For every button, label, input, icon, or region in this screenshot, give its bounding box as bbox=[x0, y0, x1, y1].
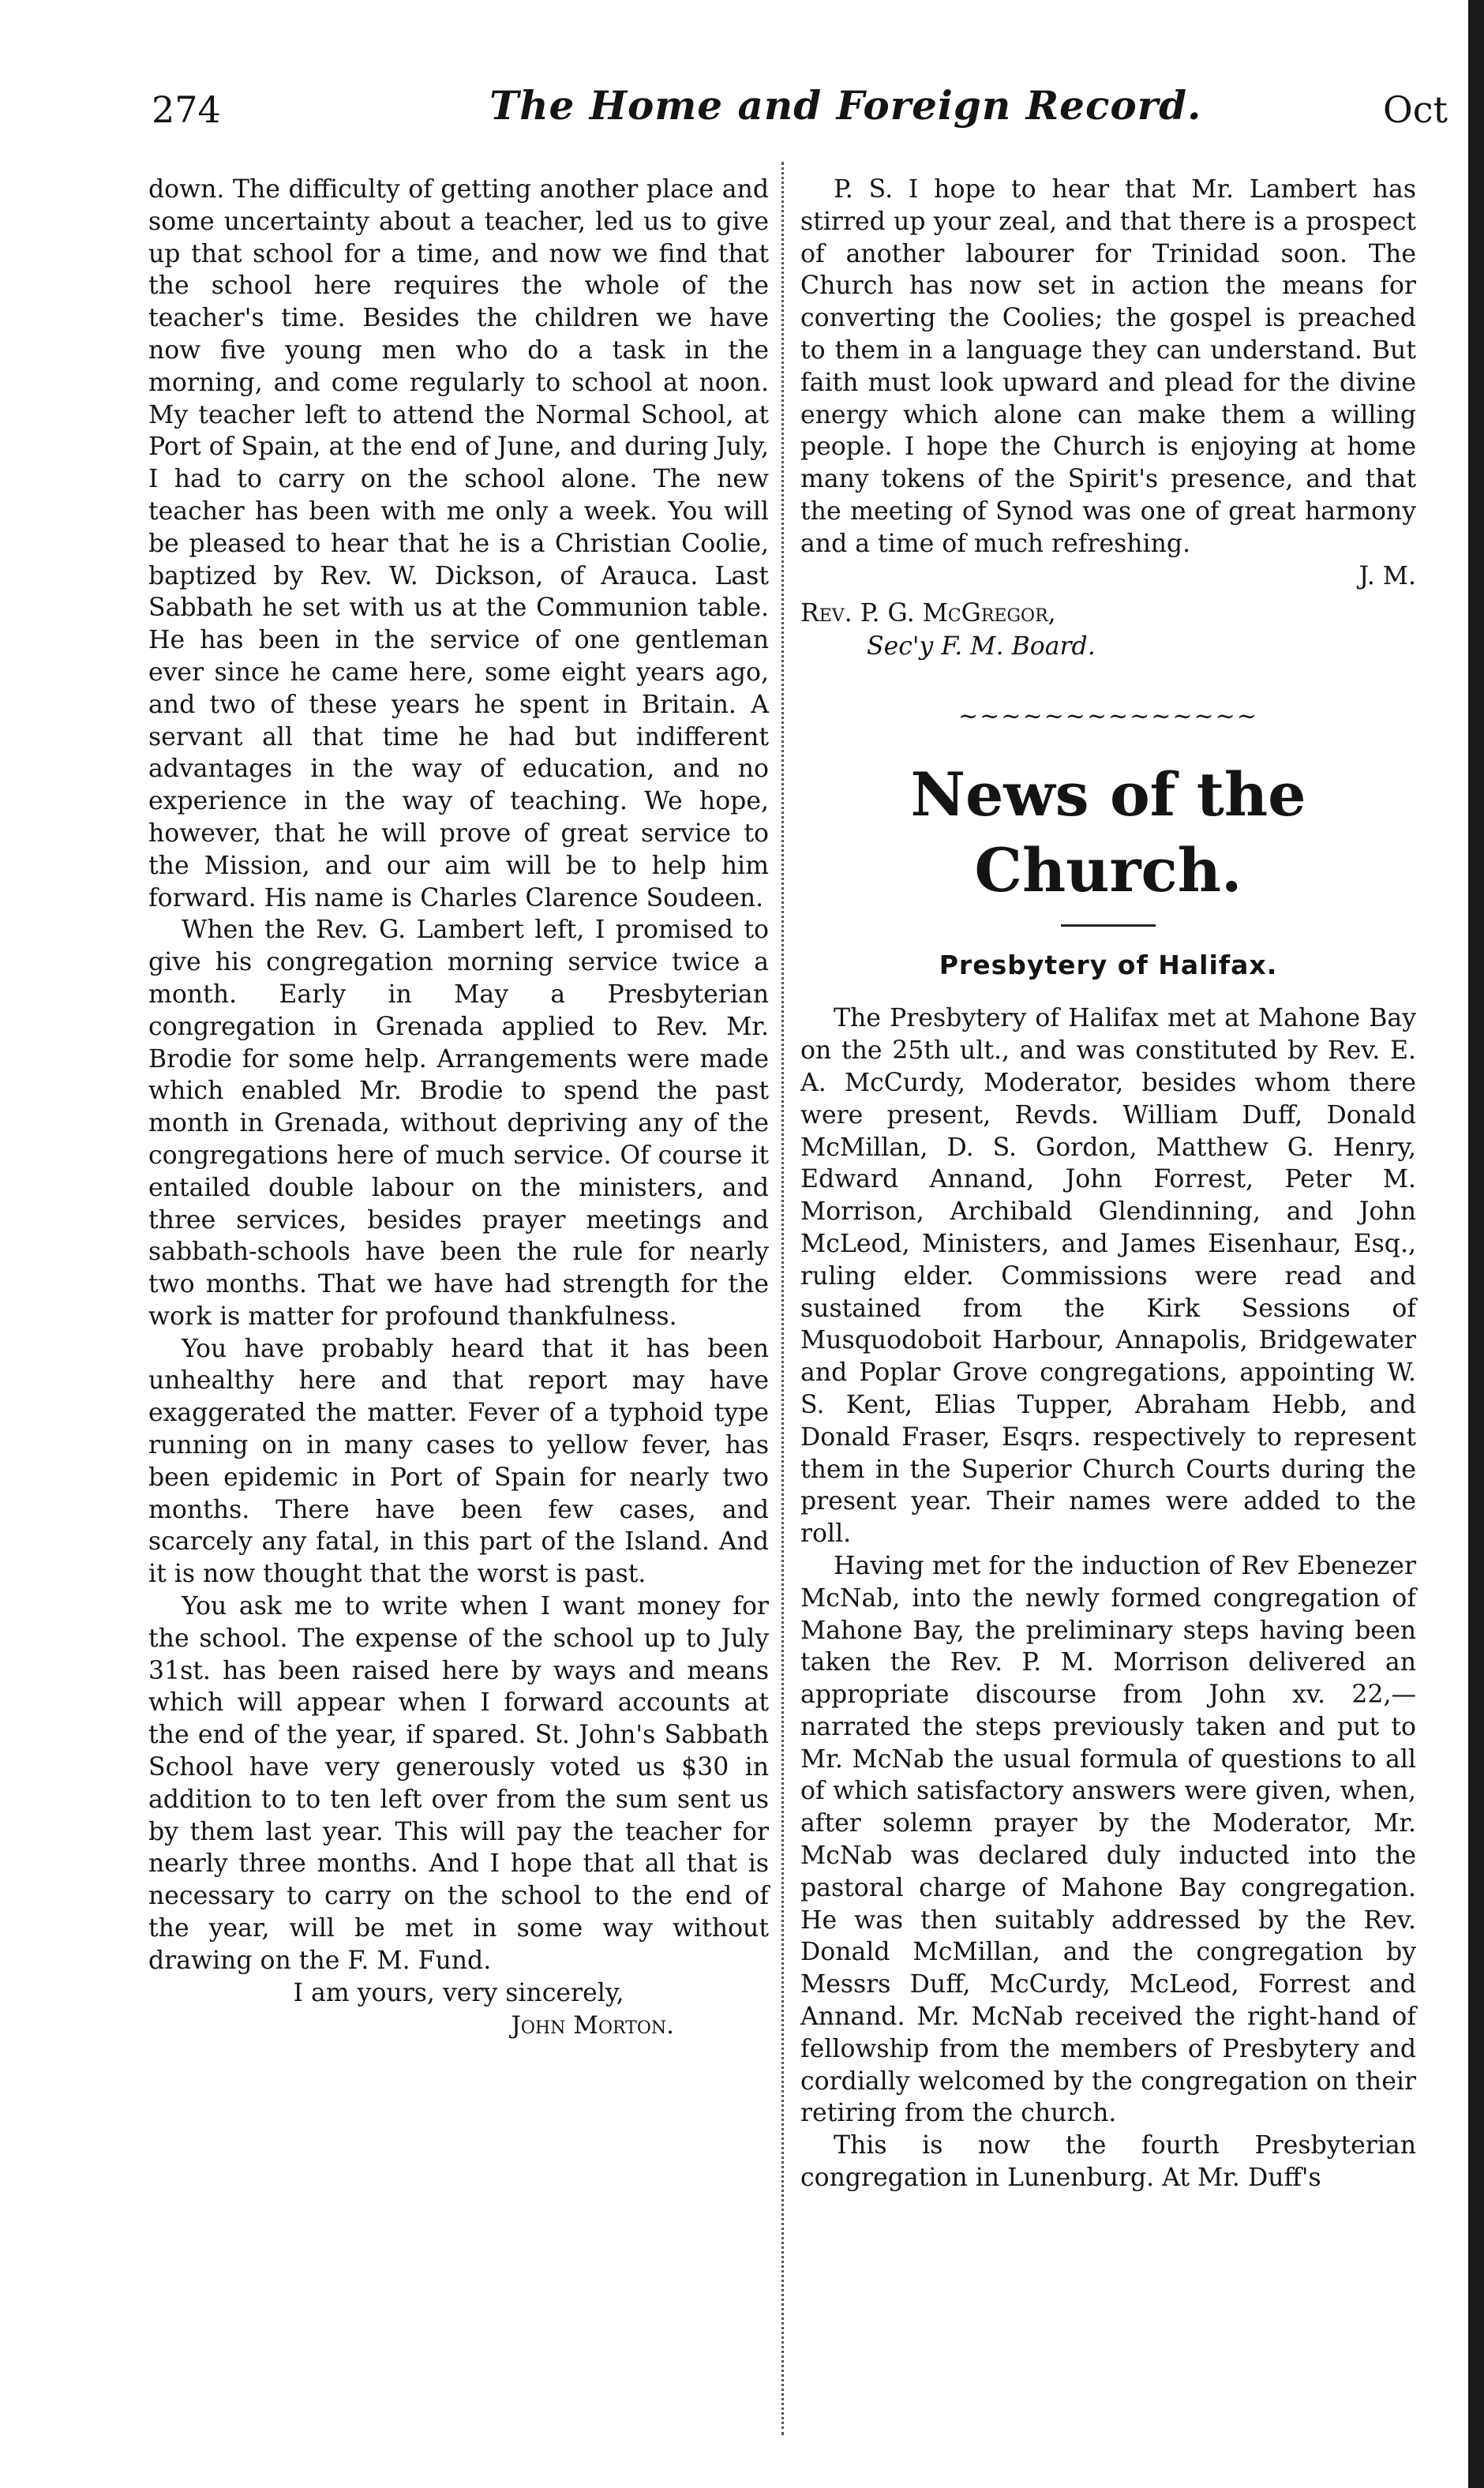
section-heading: News of the Church. bbox=[910, 759, 1306, 906]
heading-rule bbox=[1061, 924, 1156, 927]
postscript: P. S. I hope to hear that Mr. Lambert has stirred up your zeal, and that there is a prospect of another labourer for Trinidad soon. The Church has now set in action the means for converting the Coolies; the gospel is preached to them in a language they can understand. But faith must look upward and plead for the divine energy which alone can make them a willing people. I hope the Church is enjoying at home many tokens of the Spirit's presence, and that the meeting of Synod was one of great harmony and a time of much refreshing. bbox=[800, 175, 1416, 558]
page-number: 274 bbox=[152, 88, 221, 131]
column-divider bbox=[781, 162, 784, 2435]
article-paragraph: The Presbytery of Halifax met at Mahone Bay on the 25th ult., and was constituted by Rev. E. A. McCurdy, Moderator, besides whom there were present, Revds. William Duff, Donald McMillan, D. S. Gordon, Matthew G. Henry, Edward Annand, John Forrest, Peter M. Morrison, Archibald Glendinning, and John McLeod, Ministers, and James Eisenhaur, Esq., ruling elder. Commissions were read and sustained from the Kirk Sessions of Musquodoboit Harbour, Annapolis, Bridgewater and Poplar Grove congregations, appointing W. S. Kent, Elias Tupper, Abraham Hebb, and Donald Fraser, Esqrs. respectively to represent them in the Superior Church Courts during the present year. Their names were added to the roll. bbox=[800, 1004, 1416, 1549]
letter-closing: I am yours, very sincerely, bbox=[293, 1978, 624, 2007]
left-column bbox=[148, 174, 769, 2042]
letter-paragraph: When the Rev. G. Lambert left, I promised to give his congregation morning service twice a month. Early in May a Presbyterian congregation in Grenada applied to Rev. Mr. Brodie for some help. Arrangements were made which enabled Mr. Brodie to spend the past month in Grenada, without depriving any of the congregations here of much service. Of course it entailed double labour on the ministers, and three services, besides prayer meetings and sabbath-schools have been the rule for nearly two months. That we have had strength for the work is matter for profound thankfulness. bbox=[148, 916, 769, 1331]
article-paragraph: This is now the fourth Presbyterian congregation in Lunenburg. At Mr. Duff's bbox=[800, 2131, 1416, 2193]
running-title: The Home and Foreign Record. bbox=[489, 82, 1202, 129]
letter-paragraph: down. The difficulty of getting another place and some uncertainty about a teacher, led us to give up that school for a time, and now we find that the school here requires the whole of the teacher's time. Besides the children we have now five young men who do a task in the morning, and come regularly to school at noon. My teacher left to attend the Normal School, at Port of Spain, at the end of June, and during July, I had to carry on the school alone. The new teacher has been with me only a week. You will be pleased to hear that he is a Christian Coolie, baptized by Rev. W. Dickson, of Arauca. Last Sabbath he set with us at the Communion table. He has been in the service of one gentleman ever since he came here, some eight years ago, and two of these years he spent in Britain. A servant all that time he had but indifferent advantages in the way of education, and no experience in the way of teaching. We hope, however, that he will prove of great service to the Mission, and our aim will be to help him forward. His name is Charles Clarence Soudeen. bbox=[148, 175, 769, 912]
addressee bbox=[800, 597, 1416, 663]
letter-signature: John Morton. bbox=[511, 2011, 674, 2040]
running-month: Oct bbox=[1383, 88, 1448, 131]
sub-heading: Presbytery of Halifax. bbox=[939, 950, 1278, 981]
postscript-initials: J. M. bbox=[1358, 561, 1416, 590]
right-column bbox=[800, 174, 1416, 2194]
addressee-role: Sec'y F. M. Board. bbox=[867, 632, 1096, 661]
addressee-name: Rev. P. G. McGregor, bbox=[800, 599, 1056, 628]
ornamental-divider: ~~~~~~~~~~~~~~ bbox=[958, 703, 1258, 731]
letter-paragraph: You have probably heard that it has been unhealthy here and that report may have exaggerated the matter. Fever of a typhoid type running on in many cases to yellow fever, has been epidemic in Port of Spain for nearly two months. There have been few cases, and scarcely any fatal, in this part of the Island. And it is now thought that the worst is past. bbox=[148, 1334, 769, 1589]
letter-paragraph: You ask me to write when I want money for the school. The expense of the school up to July 31st. has been raised here by ways and means which will appear when I forward accounts at the end of the year, if spared. St. John's Sabbath School have very generously voted us $30 in addition to to ten left over from the sum sent us by them last year. This will pay the teacher for nearly three months. And I hope that all that is necessary to carry on the school to the end of the year, will be met in some way without drawing on the F. M. Fund. bbox=[148, 1592, 769, 1975]
article-paragraph: Having met for the induction of Rev Ebenezer McNab, into the newly formed congregation of Mahone Bay, the preliminary steps having been taken the Rev. P. M. Morrison delivered an appropriate discourse from John xv. 22,— narrated the steps previously taken and put to Mr. McNab the usual formula of questions to all of which satisfactory answers were given, when, after solemn prayer by the Moderator, Mr. McNab was declared duly inducted into the pastoral charge of Mahone Bay congregation. He was then suitably addressed by the Rev. Donald McMillan, and the congregation by Messrs Duff, McCurdy, McLeod, Forrest and Annand. Mr. McNab received the right-hand of fellowship from the members of Presbytery and cordially welcomed by the congregation on their retiring from the church. bbox=[800, 1551, 1416, 2128]
page-edge-bar bbox=[1468, 0, 1484, 2488]
